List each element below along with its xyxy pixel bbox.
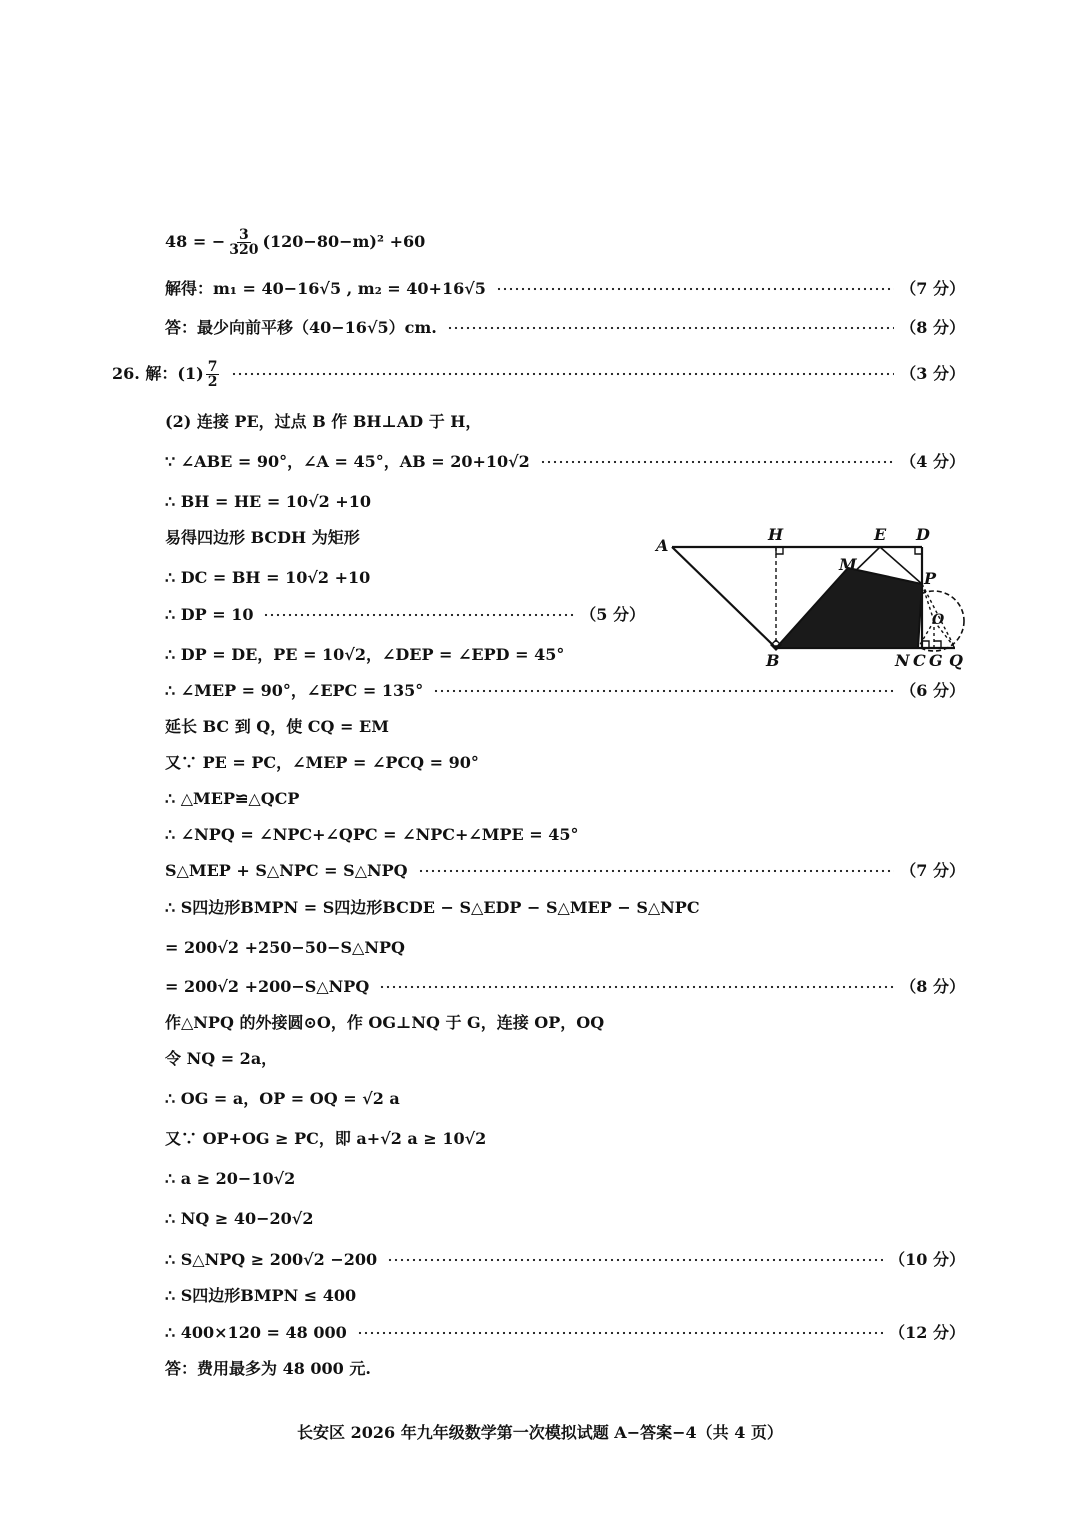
score-7b: （7 分） [900, 861, 965, 880]
score-3: （3 分） [900, 364, 965, 383]
leader-dots [540, 460, 894, 464]
circumcircle-line [165, 1010, 604, 1036]
a-ineq-line [165, 1166, 295, 1192]
leader-dots [357, 1331, 883, 1335]
area-calc1-line [165, 935, 405, 961]
eq48-frac-num: 3 [238, 226, 249, 243]
circumcircle-text: 作△NPQ 的外接圆⊙O，作 OG⊥NQ 于 G，连接 OP，OQ [165, 1013, 605, 1032]
label-o: O [932, 612, 945, 628]
leader-dots [433, 689, 894, 693]
q26-frac-num: 7 [207, 358, 218, 375]
q26-fraction [206, 360, 220, 389]
label-g: G [929, 651, 943, 670]
leader-dots [496, 287, 894, 291]
leader-dots [387, 1258, 883, 1262]
area-calc2-line [165, 974, 965, 1000]
leader-dots [231, 372, 894, 376]
extend-bc-line [165, 714, 389, 740]
answer-shift-text: 答：最少向前平移（40−16√5）cm. [165, 318, 437, 337]
because-angles-line [165, 449, 965, 475]
leader-dots [418, 869, 895, 873]
bh-he-line [165, 489, 371, 515]
og-op-text: ∴ OG = a，OP = OQ = √2 a [165, 1089, 400, 1108]
area-bmpn-line [165, 895, 700, 921]
og-op-line [165, 1086, 400, 1112]
equation-48 [165, 222, 665, 262]
pe-pc-text: 又∵ PE = PC，∠MEP = ∠PCQ = 90° [165, 753, 479, 772]
npq-angle-text: ∴ ∠NPQ = ∠NPC+∠QPC = ∠NPC+∠MPE = 45° [165, 825, 579, 844]
because-angles-text: ∵ ∠ABE = 90°，∠A = 45°，AB = 20+10√2 [165, 452, 530, 471]
part2-text: (2) 连接 PE，过点 B 作 BH⊥AD 于 H， [165, 412, 482, 431]
label-h: H [768, 525, 784, 544]
score-12: （12 分） [889, 1323, 965, 1342]
nq-ineq-line [165, 1206, 313, 1232]
rectangle-text: 易得四边形 BCDH 为矩形 [165, 528, 360, 547]
bh-he-text: ∴ BH = HE = 10√2 +10 [165, 492, 371, 511]
area-bmpn-text: ∴ S四边形BMPN = S四边形BCDE − S△EDP − S△MEP − S△NPC [165, 898, 700, 917]
part2-line [165, 409, 481, 435]
page-footer: 长安区 2026 年九年级数学第一次模拟试题 A−答案−4（共 4 页） [297, 1423, 783, 1442]
label-c: C [913, 651, 926, 670]
q26-pre: 26. 解：(1) [112, 364, 204, 383]
score-7a: （7 分） [900, 279, 965, 298]
score-6: （6 分） [900, 681, 965, 700]
dp-de-text: ∴ DP = DE，PE = 10√2，∠DEP = ∠EPD = 45° [165, 645, 565, 664]
s-npq-text: ∴ S△NPQ ≥ 200√2 −200 [165, 1250, 378, 1269]
solve-m-line [165, 276, 965, 302]
score-4: （4 分） [900, 452, 965, 471]
geometry-diagram [650, 518, 980, 678]
label-p: P [924, 569, 937, 588]
op-og-line [165, 1126, 486, 1152]
a-ineq-text: ∴ a ≥ 20−10√2 [165, 1169, 296, 1188]
final-answer-line [165, 1356, 371, 1382]
label-a: A [656, 536, 669, 555]
label-e: E [874, 525, 887, 544]
leader-dots [379, 985, 894, 989]
eq48-post: (120−80−m)² +60 [262, 232, 426, 251]
rectangle-line [165, 525, 360, 551]
label-q: Q [949, 651, 963, 670]
mep-epc-text: ∴ ∠MEP = 90°，∠EPC = 135° [165, 681, 424, 700]
congruent-line [165, 786, 299, 812]
npq-angle-line [165, 822, 579, 848]
label-n: N [895, 651, 910, 670]
leader-dots [447, 326, 894, 330]
cost-calc-line [165, 1320, 965, 1346]
eq48-pre: 48 = − [165, 232, 226, 251]
segment-ab [672, 547, 776, 648]
q26-part1-line [112, 354, 965, 394]
area-calc1-text: = 200√2 +250−50−S△NPQ [165, 938, 405, 957]
dp-de-line [165, 642, 564, 668]
pe-pc-line [165, 750, 479, 776]
score-10: （10 分） [889, 1250, 965, 1269]
let-nq-line [165, 1046, 277, 1072]
congruent-text: ∴ △MEP≌△QCP [165, 789, 300, 808]
label-b: B [766, 651, 780, 670]
cost-calc-text: ∴ 400×120 = 48 000 [165, 1323, 347, 1342]
area-calc2-text: = 200√2 +200−S△NPQ [165, 977, 370, 996]
solve-m-text: 解得：m₁ = 40−16√5 , m₂ = 40+16√5 [165, 279, 486, 298]
eq48-frac-den: 320 [229, 241, 259, 258]
dp-line [165, 602, 645, 628]
s-bmpn-text: ∴ S四边形BMPN ≤ 400 [165, 1286, 357, 1305]
dc-bh-text: ∴ DC = BH = 10√2 +10 [165, 568, 371, 587]
score-5: （5 分） [580, 605, 645, 624]
score-8a: （8 分） [900, 318, 965, 337]
eq48-fraction [227, 228, 260, 257]
area-sum-text: S△MEP + S△NPC = S△NPQ [165, 861, 408, 880]
extend-bc-text: 延长 BC 到 Q，使 CQ = EM [165, 717, 389, 736]
q26-frac-den: 2 [207, 373, 218, 390]
shaded-quadrilateral-bmpn [776, 568, 922, 648]
mep-epc-line [165, 678, 965, 704]
dp-text: ∴ DP = 10 [165, 605, 254, 624]
s-npq-line [165, 1247, 965, 1273]
dc-bh-line [165, 565, 370, 591]
label-m: M [839, 555, 857, 574]
leader-dots [263, 613, 574, 617]
nq-ineq-text: ∴ NQ ≥ 40−20√2 [165, 1209, 314, 1228]
answer-shift-line [165, 315, 965, 341]
let-nq-text: 令 NQ = 2a， [165, 1049, 278, 1068]
final-answer-text: 答：费用最多为 48 000 元. [165, 1359, 371, 1378]
label-d: D [916, 525, 930, 544]
area-sum-line [165, 858, 965, 884]
op-og-text: 又∵ OP+OG ≥ PC，即 a+√2 a ≥ 10√2 [165, 1129, 487, 1148]
s-bmpn-line [165, 1283, 356, 1309]
score-8b: （8 分） [900, 977, 965, 996]
